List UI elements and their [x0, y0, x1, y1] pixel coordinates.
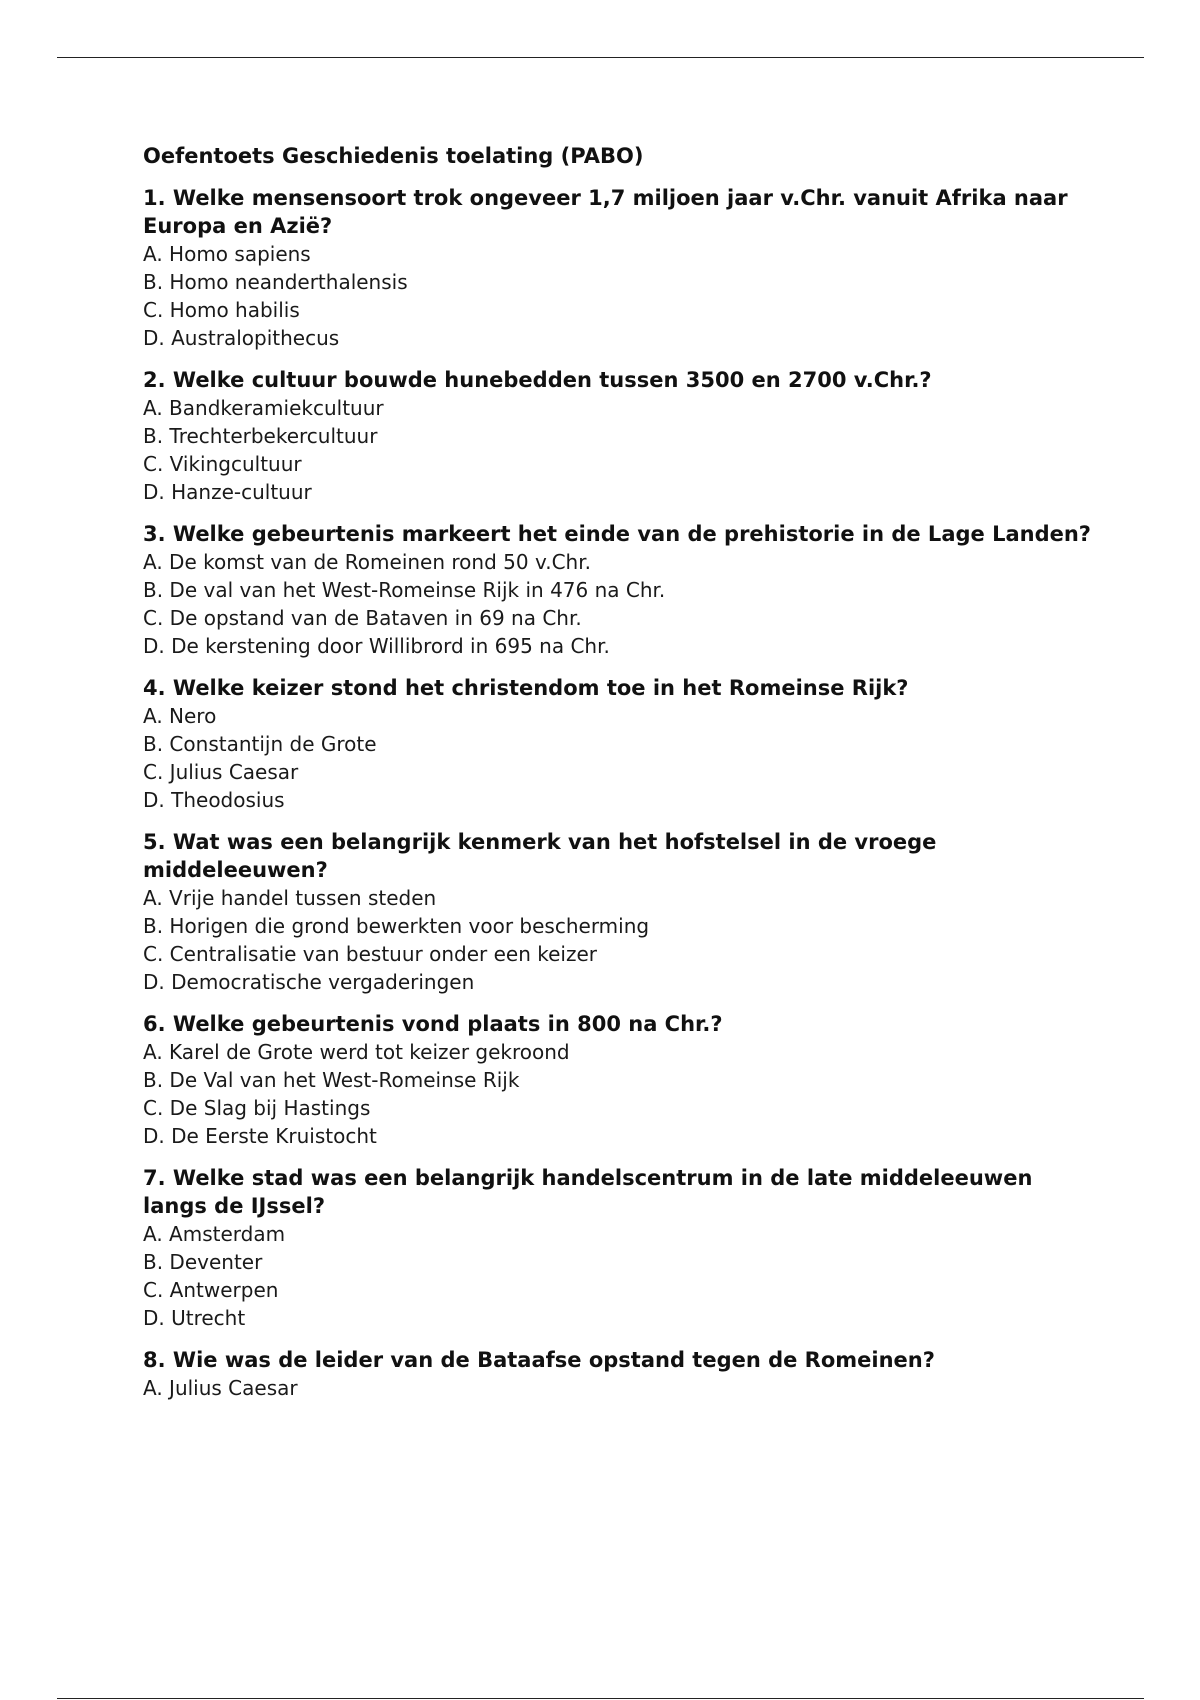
question-2 — [143, 366, 1093, 506]
question-1 — [143, 184, 1093, 352]
answer-options — [143, 702, 1093, 814]
answer-option-b: B. Deventer — [143, 1250, 263, 1274]
answer-option-b: B. De val van het West-Romeinse Rijk in 476 na Chr. — [143, 578, 666, 602]
question-3 — [143, 520, 1093, 660]
document-body — [143, 142, 1093, 1416]
question-6 — [143, 1010, 1093, 1150]
top-divider — [57, 57, 1144, 58]
question-8 — [143, 1346, 1093, 1402]
answer-option-b: B. Homo neanderthalensis — [143, 270, 408, 294]
answer-option-c: C. Centralisatie van bestuur onder een keizer — [143, 942, 598, 966]
answer-option-d: D. Australopithecus — [143, 326, 340, 350]
answer-option-c: C. De opstand van de Bataven in 69 na Chr. — [143, 606, 582, 630]
answer-option-d: D. Utrecht — [143, 1306, 246, 1330]
answer-option-a: A. Julius Caesar — [143, 1376, 298, 1400]
answer-option-c: C. Antwerpen — [143, 1278, 279, 1302]
question-text: 1. Welke mensensoort trok ongeveer 1,7 miljoen jaar v.Chr. vanuit Afrika naar Europa en Azië? — [143, 186, 1068, 238]
answer-options — [143, 548, 1093, 660]
document-title: Oefentoets Geschiedenis toelating (PABO) — [143, 144, 644, 168]
answer-option-c: C. Homo habilis — [143, 298, 300, 322]
answer-option-b: B. De Val van het West-Romeinse Rijk — [143, 1068, 520, 1092]
question-7 — [143, 1164, 1093, 1332]
answer-options — [143, 394, 1093, 506]
answer-option-a: A. Karel de Grote werd tot keizer gekroond — [143, 1040, 570, 1064]
question-text: 3. Welke gebeurtenis markeert het einde van de prehistorie in de Lage Landen? — [143, 522, 1091, 546]
answer-options — [143, 1038, 1093, 1150]
question-text: 8. Wie was de leider van de Bataafse opstand tegen de Romeinen? — [143, 1348, 935, 1372]
question-text: 7. Welke stad was een belangrijk handelscentrum in de late middeleeuwen langs de IJssel? — [143, 1166, 1033, 1218]
question-4 — [143, 674, 1093, 814]
answer-option-b: B. Trechterbekercultuur — [143, 424, 378, 448]
answer-option-d: D. De kerstening door Willibrord in 695 na Chr. — [143, 634, 610, 658]
answer-option-d: D. De Eerste Kruistocht — [143, 1124, 377, 1148]
answer-option-c: C. Julius Caesar — [143, 760, 299, 784]
question-text: 2. Welke cultuur bouwde hunebedden tussen 3500 en 2700 v.Chr.? — [143, 368, 932, 392]
answer-option-a: A. Nero — [143, 704, 217, 728]
answer-option-a: A. Bandkeramiekcultuur — [143, 396, 384, 420]
answer-option-a: A. Vrije handel tussen steden — [143, 886, 437, 910]
answer-option-a: A. Homo sapiens — [143, 242, 311, 266]
answer-option-a: A. De komst van de Romeinen rond 50 v.Chr. — [143, 550, 591, 574]
question-text: 4. Welke keizer stond het christendom toe in het Romeinse Rijk? — [143, 676, 909, 700]
answer-option-d: D. Democratische vergaderingen — [143, 970, 475, 994]
answer-options — [143, 240, 1093, 352]
answer-options — [143, 1220, 1093, 1332]
answer-option-a: A. Amsterdam — [143, 1222, 286, 1246]
answer-option-d: D. Theodosius — [143, 788, 285, 812]
bottom-divider — [57, 1698, 1144, 1699]
answer-options — [143, 884, 1093, 996]
answer-options — [143, 1374, 1093, 1402]
question-5 — [143, 828, 1093, 996]
question-text: 6. Welke gebeurtenis vond plaats in 800 na Chr.? — [143, 1012, 723, 1036]
answer-option-b: B. Horigen die grond bewerkten voor bescherming — [143, 914, 650, 938]
answer-option-c: C. Vikingcultuur — [143, 452, 302, 476]
question-text: 5. Wat was een belangrijk kenmerk van het hofstelsel in de vroege middeleeuwen? — [143, 830, 937, 882]
answer-option-b: B. Constantijn de Grote — [143, 732, 377, 756]
answer-option-c: C. De Slag bij Hastings — [143, 1096, 371, 1120]
answer-option-d: D. Hanze-cultuur — [143, 480, 312, 504]
